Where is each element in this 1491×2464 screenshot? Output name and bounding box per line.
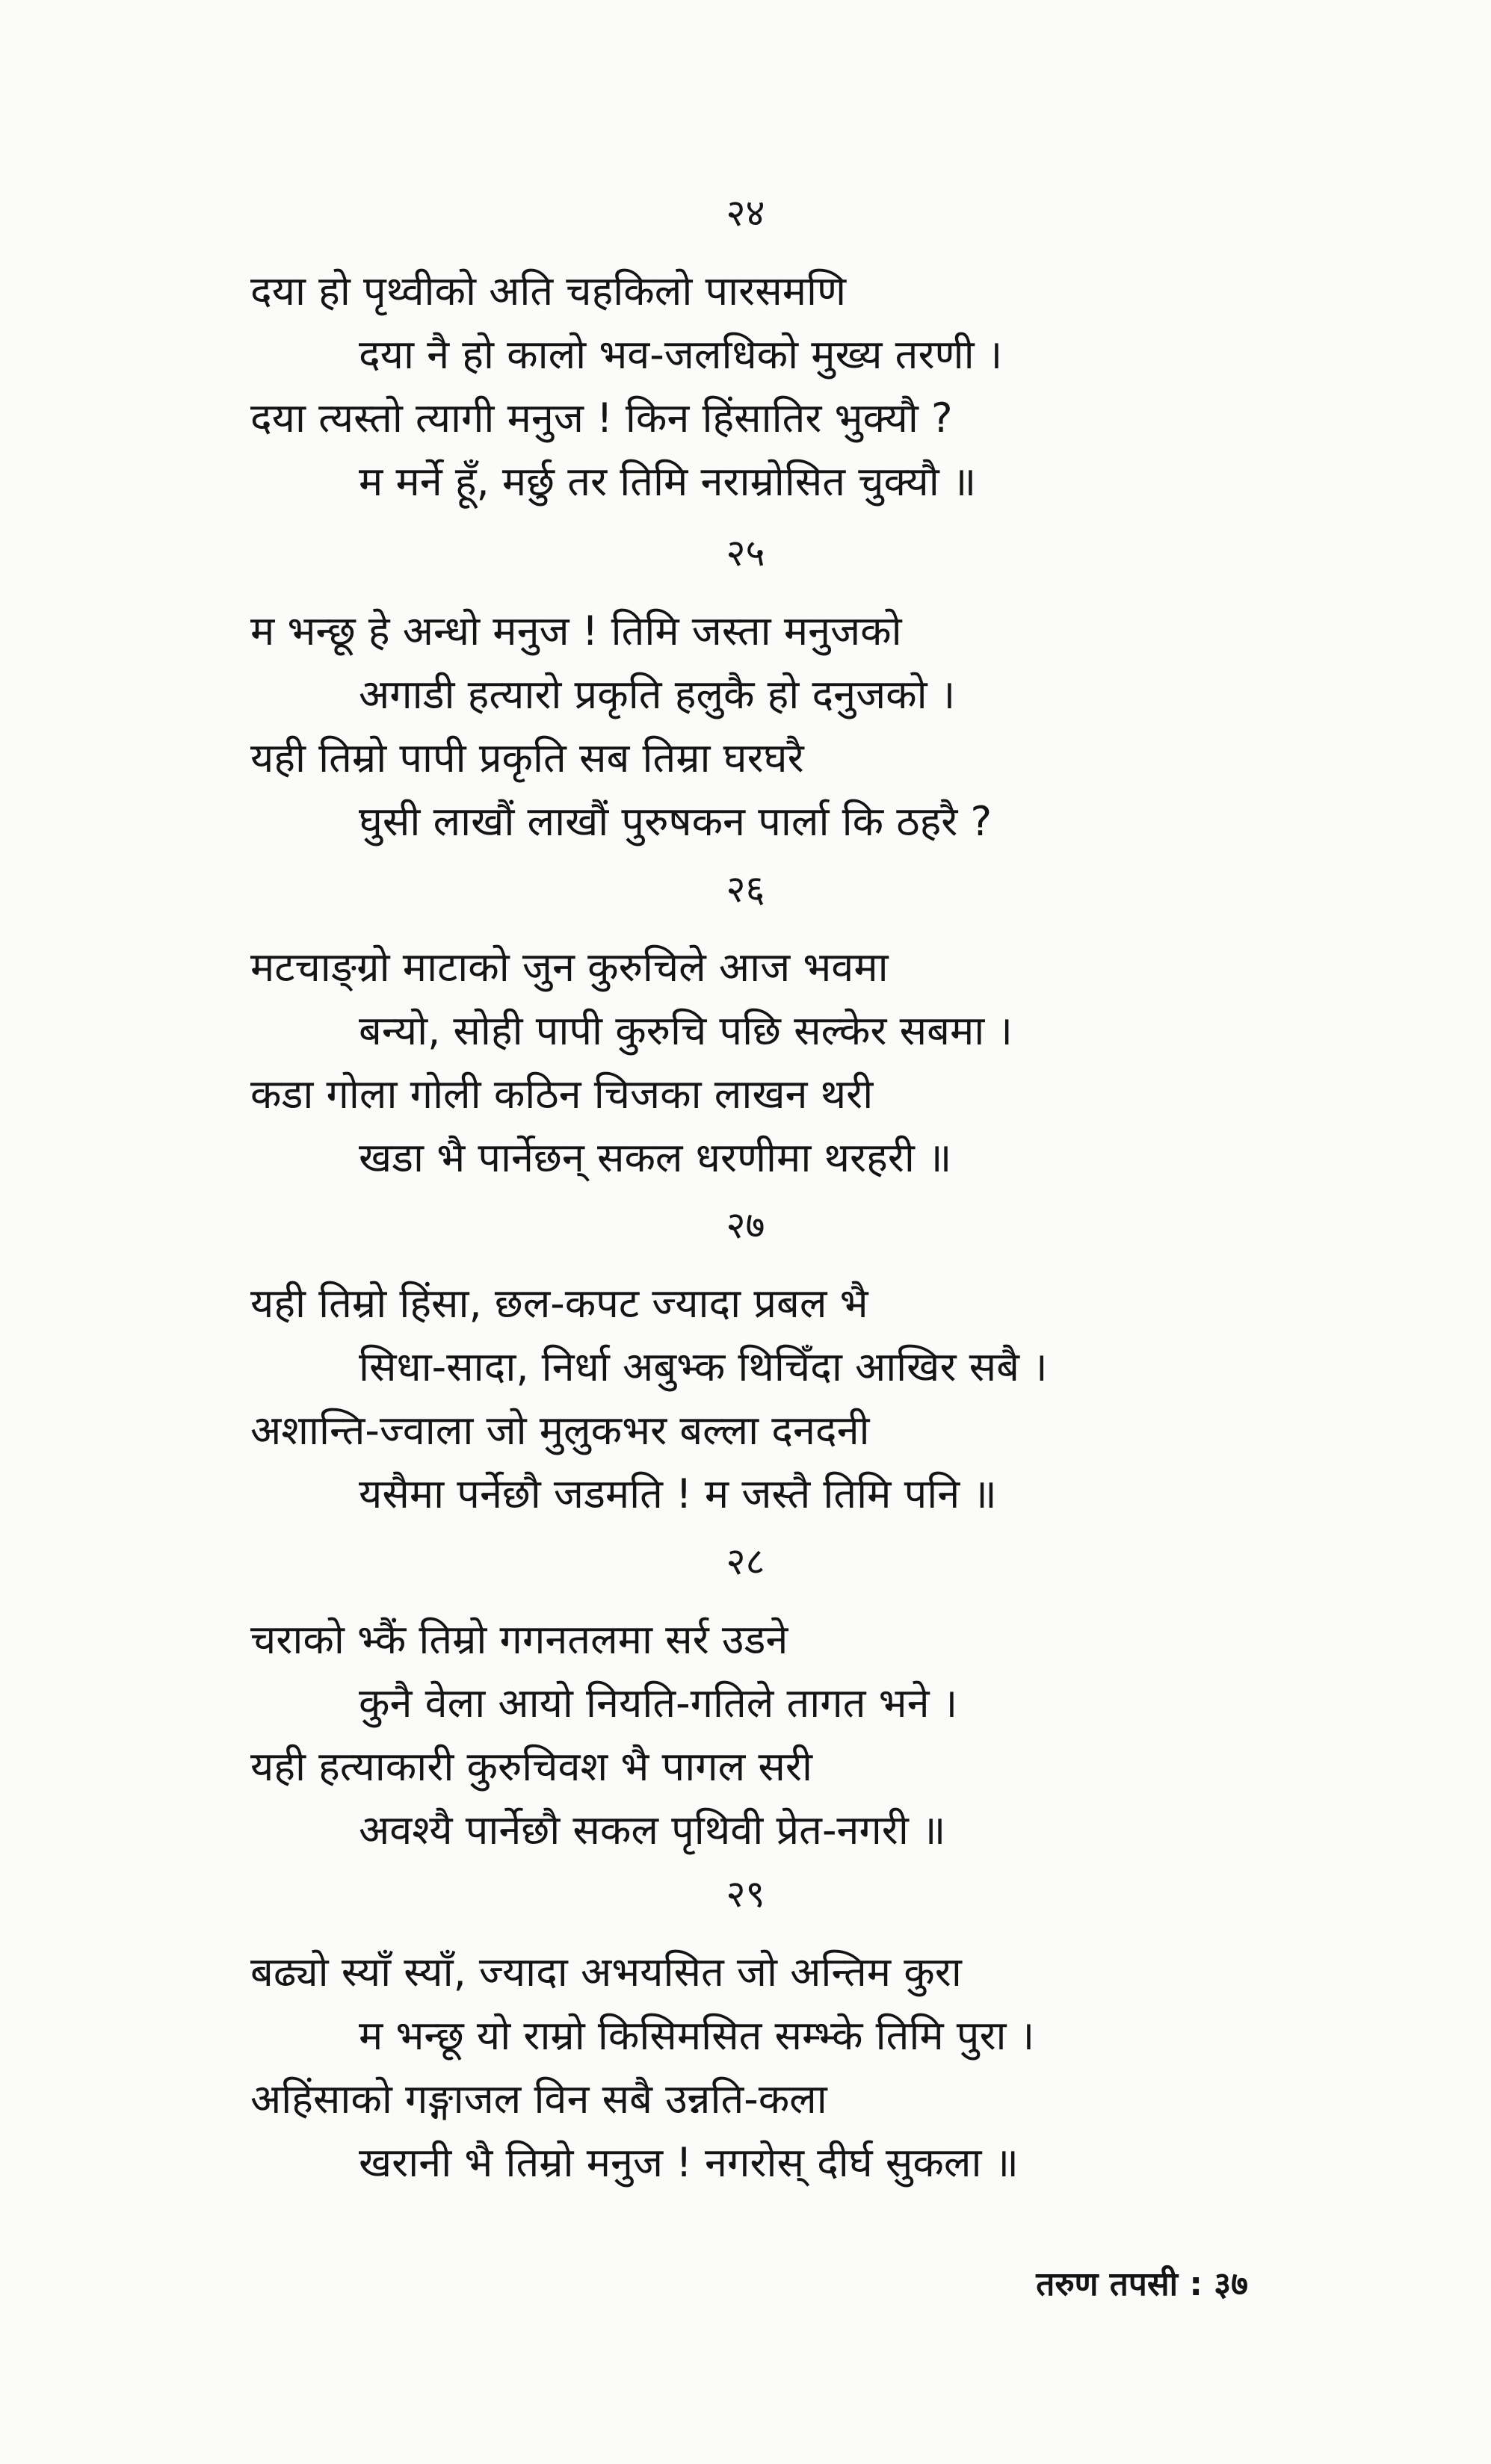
page-footer: तरुण तपसी : ३७ <box>1036 2265 1248 2303</box>
verse-line: मटचाङ्ग्रो माटाको जुन कुरुचिले आज भवमा <box>250 944 889 991</box>
stanza-number: २६ <box>726 867 765 911</box>
verse-line: घुसी लाखौं लाखौं पुरुषकन पार्ला कि ठहरै ? <box>359 798 993 845</box>
verse-line: बन्यो, सोही पापी कुरुचि पछि सल्केर सबमा । <box>359 1007 1013 1054</box>
stanza-number: २८ <box>726 1540 765 1583</box>
verse-line: अगाडी हत्यारो प्रकृति हलुकै हो दनुजको । <box>359 671 956 718</box>
verse-line: यसैमा पर्नेछौ जडमति ! म जस्तै तिमि पनि ॥ <box>359 1470 997 1517</box>
verse-line: म भन्छू यो राम्रो किसिमसित सम्भ्के तिमि पुरा । <box>359 2012 1035 2059</box>
verse-line: खडा भै पार्नेछन् सकल धरणीमा थरहरी ॥ <box>359 1134 952 1181</box>
verse-line: यही हत्याकारी कुरुचिवश भै पागल सरी <box>250 1743 812 1790</box>
verse-line: यही तिम्रो पापी प्रकृति सब तिम्रा घरघरै <box>250 734 804 781</box>
verse-line: अहिंसाको गङ्गाजल विन सबै उन्नति-कला <box>250 2075 827 2123</box>
stanza-number: २९ <box>726 1872 765 1916</box>
verse-line: अशान्ति-ज्वाला जो मुलुकभर बल्ला दनदनी <box>250 1407 870 1454</box>
verse-line: म भन्छू हे अन्धो मनुज ! तिमि जस्ता मनुजको <box>250 607 902 654</box>
verse-line: दया नै हो कालो भव-जलधिको मुख्य तरणी । <box>359 331 1003 378</box>
verse-line: यही तिम्रो हिंसा, छल-कपट ज्यादा प्रबल भै <box>250 1280 868 1327</box>
verse-line: कडा गोला गोली कठिन चिजका लाखन थरी <box>250 1071 874 1118</box>
verse-line: दया त्यस्तो त्यागी मनुज ! किन हिंसातिर भुक्यौ ? <box>250 394 953 442</box>
verse-line: सिधा-सादा, निर्धा अबुभ्क थिचिँदा आखिर सबै । <box>359 1343 1048 1390</box>
verse-line: दया हो पृथ्वीको अति चहकिलो पारसमणि <box>250 267 847 315</box>
verse-line: बढ्यो स्याँ स्याँ, ज्यादा अभयसित जो अन्तिम कुरा <box>250 1948 962 1996</box>
stanza-number: २४ <box>726 191 765 235</box>
verse-line: चराको भ्कैं तिम्रो गगनतलमा सर्र उडने <box>250 1616 788 1663</box>
verse-line: म मर्ने हूँ, मर्छु तर तिमि नराम्रोसित चुक्यौ ॥ <box>359 458 977 505</box>
stanza-number: २७ <box>726 1204 765 1247</box>
verse-line: कुनै वेला आयो नियति-गतिले तागत भने । <box>359 1680 958 1727</box>
stanza-number: २५ <box>726 531 765 575</box>
verse-line: खरानी भै तिम्रो मनुज ! नगरोस् दीर्घ सुकला ॥ <box>359 2139 1019 2186</box>
verse-line: अवश्यै पार्नेछौ सकल पृथिवी प्रेत-नगरी ॥ <box>359 1807 946 1854</box>
